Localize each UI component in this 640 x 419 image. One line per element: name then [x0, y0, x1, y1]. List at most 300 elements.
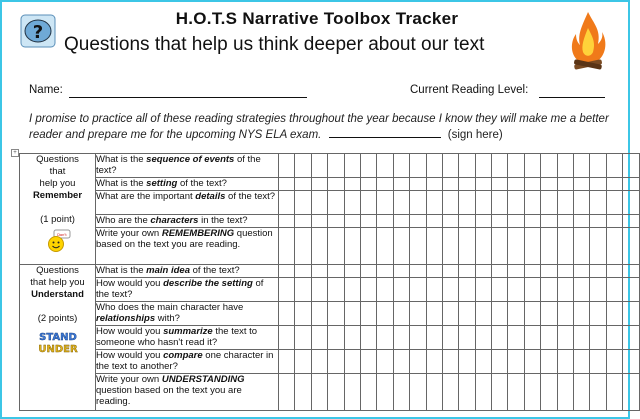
tracker-cell[interactable]	[311, 374, 327, 411]
tracker-cell[interactable]	[524, 178, 540, 191]
tracker-cell[interactable]	[606, 326, 622, 350]
tracker-cell[interactable]	[410, 326, 426, 350]
tracker-cell[interactable]	[508, 302, 524, 326]
question-keyword: setting	[146, 178, 178, 189]
tracker-cell[interactable]	[295, 154, 311, 178]
question-text	[96, 178, 279, 191]
question-keyword: main idea	[146, 265, 190, 276]
question-row	[20, 302, 640, 326]
tracker-cell[interactable]	[492, 265, 508, 278]
tracker-cell[interactable]	[557, 215, 573, 228]
category-name: Remember	[32, 190, 83, 201]
tracker-cell[interactable]	[590, 178, 606, 191]
question-text	[96, 215, 279, 228]
tracker-cell[interactable]	[442, 350, 458, 374]
question-suffix: with?	[155, 313, 180, 325]
tracker-cell[interactable]	[344, 350, 360, 374]
tracker-cell[interactable]	[377, 154, 393, 178]
tracker-cell[interactable]	[377, 350, 393, 374]
tracker-cell[interactable]	[557, 154, 573, 178]
tracker-cell[interactable]	[606, 278, 622, 302]
tracker-cell[interactable]	[360, 278, 376, 302]
tracker-cell[interactable]	[442, 154, 458, 178]
tracker-cell[interactable]	[557, 191, 573, 215]
question-suffix: of the text?	[177, 178, 227, 189]
question-keyword: UNDERSTANDING	[161, 374, 245, 385]
tracker-cell[interactable]	[377, 265, 393, 278]
tracker-cell[interactable]	[623, 278, 639, 302]
tracker-cell[interactable]	[442, 191, 458, 215]
tracker-cell[interactable]	[410, 228, 426, 265]
tracker-cell[interactable]	[623, 215, 639, 228]
tracker-cell[interactable]	[295, 350, 311, 374]
tracker-cell[interactable]	[360, 374, 376, 411]
tracker-cell[interactable]	[410, 265, 426, 278]
tracker-cell[interactable]	[524, 215, 540, 228]
tracker-cell[interactable]	[442, 278, 458, 302]
tracker-cell[interactable]	[492, 215, 508, 228]
tracker-cell[interactable]	[279, 178, 295, 191]
tracker-cell[interactable]	[344, 326, 360, 350]
tracker-cell[interactable]	[393, 228, 409, 265]
tracker-cell[interactable]	[623, 350, 639, 374]
tracker-cell[interactable]	[524, 154, 540, 178]
tracker-cell[interactable]	[442, 228, 458, 265]
tracker-cell[interactable]	[426, 374, 442, 411]
tracker-cell[interactable]	[508, 265, 524, 278]
tracker-cell[interactable]	[295, 215, 311, 228]
tracker-cell[interactable]	[377, 215, 393, 228]
svg-text:?: ?	[32, 22, 44, 43]
tracker-cell[interactable]	[360, 350, 376, 374]
tracker-cell[interactable]	[279, 350, 295, 374]
tracker-cell[interactable]	[541, 228, 557, 265]
tracker-cell[interactable]	[328, 191, 344, 215]
tracker-cell[interactable]	[557, 265, 573, 278]
tracker-cell[interactable]	[541, 326, 557, 350]
tracker-cell[interactable]	[377, 374, 393, 411]
tracker-cell[interactable]	[541, 350, 557, 374]
tracker-cell[interactable]	[344, 265, 360, 278]
tracker-cell[interactable]	[557, 302, 573, 326]
smiley-reminder-icon	[45, 230, 71, 252]
question-suffix: in the text?	[198, 215, 248, 226]
question-suffix: of the text?	[190, 265, 240, 276]
tracker-cell[interactable]	[459, 278, 475, 302]
tracker-cell[interactable]	[492, 350, 508, 374]
tracker-cell[interactable]	[475, 374, 491, 411]
tracker-cell[interactable]	[590, 191, 606, 215]
category-cell	[20, 265, 96, 411]
tracker-cell[interactable]	[492, 178, 508, 191]
tracker-cell[interactable]	[557, 228, 573, 265]
tracker-cell[interactable]	[311, 350, 327, 374]
question-suffix: question based on the text you are reading.	[96, 228, 273, 251]
tracker-cell[interactable]	[574, 350, 590, 374]
tracker-cell[interactable]	[426, 228, 442, 265]
tracker-cell[interactable]	[508, 278, 524, 302]
tracker-cell[interactable]	[623, 191, 639, 215]
tracker-cell[interactable]	[459, 191, 475, 215]
tracker-cell[interactable]	[393, 265, 409, 278]
tracker-cell[interactable]	[328, 278, 344, 302]
tracker-cell[interactable]	[442, 215, 458, 228]
tracker-table	[19, 153, 640, 411]
tracker-cell[interactable]	[574, 228, 590, 265]
tracker-cell[interactable]	[492, 374, 508, 411]
tracker-cell[interactable]	[508, 178, 524, 191]
question-prefix: What is the	[96, 178, 147, 189]
tracker-cell[interactable]	[279, 302, 295, 326]
tracker-cell[interactable]	[623, 228, 639, 265]
category-line: Questions	[36, 265, 79, 276]
tracker-cell[interactable]	[426, 178, 442, 191]
tracker-cell[interactable]	[623, 374, 639, 411]
tracker-cell[interactable]	[311, 178, 327, 191]
tracker-cell[interactable]	[279, 265, 295, 278]
tracker-cell[interactable]	[590, 302, 606, 326]
tracker-cell[interactable]	[606, 178, 622, 191]
tracker-cell[interactable]	[295, 191, 311, 215]
tracker-cell[interactable]	[590, 154, 606, 178]
tracker-cell[interactable]	[524, 302, 540, 326]
tracker-cell[interactable]	[475, 191, 491, 215]
tracker-cell[interactable]	[410, 178, 426, 191]
name-label: Name:	[29, 84, 63, 96]
promise-statement	[29, 112, 614, 142]
tracker-cell[interactable]	[524, 265, 540, 278]
signature-line[interactable]	[329, 127, 441, 138]
tracker-cell[interactable]	[344, 302, 360, 326]
tracker-cell[interactable]	[508, 228, 524, 265]
tracker-cell[interactable]	[426, 278, 442, 302]
question-row	[20, 178, 640, 191]
campfire-icon	[568, 10, 608, 74]
tracker-cell[interactable]	[426, 154, 442, 178]
tracker-cell[interactable]	[623, 326, 639, 350]
tracker-cell[interactable]	[393, 191, 409, 215]
question-keyword: sequence of events	[146, 154, 235, 165]
question-text	[96, 191, 279, 215]
tracker-cell[interactable]	[574, 326, 590, 350]
tracker-cell[interactable]	[606, 350, 622, 374]
category-line: Questions	[36, 154, 79, 165]
tracker-cell[interactable]	[442, 374, 458, 411]
tracker-cell[interactable]	[524, 374, 540, 411]
name-field[interactable]	[69, 97, 307, 98]
tracker-cell[interactable]	[475, 265, 491, 278]
tracker-cell[interactable]	[492, 154, 508, 178]
question-prefix: How would you	[96, 278, 164, 289]
tracker-cell[interactable]	[311, 191, 327, 215]
tracker-cell[interactable]	[393, 278, 409, 302]
tracker-cell[interactable]	[606, 374, 622, 411]
tracker-cell[interactable]	[492, 278, 508, 302]
tracker-cell[interactable]	[574, 215, 590, 228]
tracker-cell[interactable]	[360, 191, 376, 215]
tracker-cell[interactable]	[360, 215, 376, 228]
tracker-cell[interactable]	[410, 215, 426, 228]
tracker-cell[interactable]	[590, 265, 606, 278]
tracker-cell[interactable]	[557, 350, 573, 374]
tracker-cell[interactable]	[508, 154, 524, 178]
question-prefix: What are the important	[96, 191, 196, 202]
tracker-cell[interactable]	[328, 215, 344, 228]
question-row	[20, 278, 640, 302]
tracker-cell[interactable]	[459, 228, 475, 265]
tracker-cell[interactable]	[328, 154, 344, 178]
tracker-cell[interactable]	[606, 302, 622, 326]
tracker-cell[interactable]	[311, 326, 327, 350]
tracker-cell[interactable]	[590, 350, 606, 374]
tracker-cell[interactable]	[492, 326, 508, 350]
tracker-cell[interactable]	[557, 326, 573, 350]
question-keyword: REMEMBERING	[161, 228, 235, 239]
tracker-cell[interactable]	[295, 302, 311, 326]
tracker-cell[interactable]	[279, 215, 295, 228]
tracker-cell[interactable]	[426, 302, 442, 326]
tracker-cell[interactable]	[459, 265, 475, 278]
tracker-cell[interactable]	[541, 265, 557, 278]
tracker-cell[interactable]	[475, 228, 491, 265]
tracker-cell[interactable]	[295, 228, 311, 265]
tracker-cell[interactable]	[442, 326, 458, 350]
category-name: Understand	[31, 289, 84, 300]
tracker-cell[interactable]	[311, 154, 327, 178]
tracker-cell[interactable]	[606, 265, 622, 278]
tracker-cell[interactable]	[508, 215, 524, 228]
tracker-cell[interactable]	[328, 228, 344, 265]
tracker-cell[interactable]	[410, 302, 426, 326]
tracker-cell[interactable]	[524, 191, 540, 215]
tracker-cell[interactable]	[328, 350, 344, 374]
tracker-cell[interactable]	[623, 154, 639, 178]
tracker-cell[interactable]	[426, 265, 442, 278]
tracker-cell[interactable]	[574, 265, 590, 278]
tracker-cell[interactable]	[606, 191, 622, 215]
tracker-cell[interactable]	[459, 374, 475, 411]
tracker-cell[interactable]	[459, 154, 475, 178]
tracker-cell[interactable]	[574, 302, 590, 326]
tracker-cell[interactable]	[295, 278, 311, 302]
question-prefix: Write your own	[96, 374, 162, 385]
tracker-cell[interactable]	[459, 350, 475, 374]
tracker-cell[interactable]	[475, 215, 491, 228]
tracker-cell[interactable]	[541, 215, 557, 228]
tracker-cell[interactable]	[344, 154, 360, 178]
tracker-cell[interactable]	[360, 228, 376, 265]
tracker-cell[interactable]	[410, 278, 426, 302]
tracker-cell[interactable]	[623, 265, 639, 278]
svg-text:UNDER: UNDER	[37, 344, 78, 355]
question-keyword: relationships	[96, 313, 156, 325]
tracker-cell[interactable]	[475, 302, 491, 326]
tracker-cell[interactable]	[590, 228, 606, 265]
question-row	[20, 154, 640, 178]
tracker-cell[interactable]	[279, 191, 295, 215]
svg-text:Don't: Don't	[56, 233, 67, 237]
tracker-cell[interactable]	[328, 302, 344, 326]
tracker-cell[interactable]	[475, 278, 491, 302]
tracker-cell[interactable]	[541, 154, 557, 178]
table-move-handle[interactable]: +	[11, 149, 19, 157]
tracker-cell[interactable]	[442, 302, 458, 326]
category-line: that	[49, 166, 66, 177]
tracker-cell[interactable]	[295, 374, 311, 411]
tracker-cell[interactable]	[606, 228, 622, 265]
tracker-cell[interactable]	[590, 326, 606, 350]
tracker-cell[interactable]	[279, 374, 295, 411]
tracker-cell[interactable]	[344, 228, 360, 265]
page-title: H.O.T.S Narrative Toolbox Tracker	[175, 9, 459, 28]
tracker-cell[interactable]	[557, 178, 573, 191]
tracker-cell[interactable]	[492, 228, 508, 265]
tracker-cell[interactable]	[344, 191, 360, 215]
tracker-cell[interactable]	[311, 278, 327, 302]
tracker-cell[interactable]	[377, 302, 393, 326]
tracker-cell[interactable]	[360, 265, 376, 278]
tracker-cell[interactable]	[328, 178, 344, 191]
tracker-cell[interactable]	[377, 191, 393, 215]
tracker-cell[interactable]	[328, 265, 344, 278]
tracker-cell[interactable]	[442, 265, 458, 278]
tracker-cell[interactable]	[279, 278, 295, 302]
promise-text: I promise to practice all of these reading strategies throughout the year because I know they will make me a better reader and prepare me for the upcoming NYS ELA exam.	[29, 113, 609, 141]
tracker-cell[interactable]	[311, 228, 327, 265]
tracker-cell[interactable]	[459, 215, 475, 228]
tracker-cell[interactable]	[344, 215, 360, 228]
tracker-cell[interactable]	[541, 302, 557, 326]
tracker-cell[interactable]	[541, 374, 557, 411]
tracker-cell[interactable]	[311, 265, 327, 278]
tracker-cell[interactable]	[360, 154, 376, 178]
tracker-cell[interactable]	[508, 191, 524, 215]
tracker-cell[interactable]	[442, 178, 458, 191]
tracker-cell[interactable]	[311, 302, 327, 326]
question-prefix: Who does the main character have	[96, 302, 244, 313]
question-prefix: Who are the	[96, 215, 151, 226]
tracker-cell[interactable]	[393, 215, 409, 228]
tracker-cell[interactable]	[492, 302, 508, 326]
tracker-cell[interactable]	[524, 278, 540, 302]
tracker-cell[interactable]	[475, 154, 491, 178]
tracker-cell[interactable]	[508, 350, 524, 374]
tracker-cell[interactable]	[475, 326, 491, 350]
tracker-cell[interactable]	[377, 178, 393, 191]
tracker-cell[interactable]	[426, 191, 442, 215]
tracker-cell[interactable]	[328, 326, 344, 350]
tracker-cell[interactable]	[279, 228, 295, 265]
question-keyword: describe the setting	[163, 278, 253, 289]
tracker-cell[interactable]	[393, 350, 409, 374]
tracker-cell[interactable]	[524, 228, 540, 265]
tracker-cell[interactable]	[524, 326, 540, 350]
tracker-cell[interactable]	[459, 326, 475, 350]
tracker-cell[interactable]	[557, 278, 573, 302]
question-prefix: How would you	[96, 326, 164, 337]
tracker-cell[interactable]	[574, 178, 590, 191]
tracker-cell[interactable]	[279, 326, 295, 350]
tracker-cell[interactable]	[623, 178, 639, 191]
tracker-cell[interactable]	[524, 350, 540, 374]
tracker-cell[interactable]	[377, 278, 393, 302]
tracker-cell[interactable]	[393, 154, 409, 178]
question-text	[96, 374, 279, 411]
question-text	[96, 265, 279, 278]
tracker-cell[interactable]	[410, 374, 426, 411]
tracker-cell[interactable]	[410, 154, 426, 178]
tracker-cell[interactable]	[344, 178, 360, 191]
tracker-cell[interactable]	[508, 326, 524, 350]
question-row	[20, 265, 640, 278]
tracker-cell[interactable]	[623, 302, 639, 326]
tracker-cell[interactable]	[590, 278, 606, 302]
tracker-cell[interactable]	[557, 374, 573, 411]
tracker-cell[interactable]	[360, 302, 376, 326]
tracker-cell[interactable]	[541, 178, 557, 191]
question-keyword: characters	[150, 215, 199, 226]
tracker-cell[interactable]	[606, 154, 622, 178]
question-text	[96, 326, 279, 350]
tracker-cell[interactable]	[541, 191, 557, 215]
tracker-cell[interactable]	[393, 178, 409, 191]
tracker-cell[interactable]	[377, 326, 393, 350]
tracker-cell[interactable]	[606, 215, 622, 228]
tracker-cell[interactable]	[426, 326, 442, 350]
tracker-cell[interactable]	[459, 302, 475, 326]
tracker-cell[interactable]	[344, 374, 360, 411]
tracker-cell[interactable]	[459, 178, 475, 191]
question-suffix: question based on the text you are reading.	[96, 385, 242, 408]
category-cell	[20, 154, 96, 265]
tracker-cell[interactable]	[590, 215, 606, 228]
tracker-cell[interactable]	[574, 278, 590, 302]
tracker-cell[interactable]	[410, 191, 426, 215]
tracker-cell[interactable]	[360, 326, 376, 350]
tracker-cell[interactable]	[279, 154, 295, 178]
question-suffix: of the text?	[225, 191, 276, 202]
svg-text:STAND: STAND	[38, 332, 77, 343]
tracker-cell[interactable]	[410, 350, 426, 374]
tracker-cell[interactable]	[574, 191, 590, 215]
tracker-cell[interactable]	[393, 374, 409, 411]
tracker-cell[interactable]	[344, 278, 360, 302]
tracker-cell[interactable]	[311, 215, 327, 228]
tracker-cell[interactable]	[492, 191, 508, 215]
tracker-cell[interactable]	[508, 374, 524, 411]
reading-level-field[interactable]	[539, 97, 605, 98]
tracker-cell[interactable]	[295, 326, 311, 350]
question-prefix: Write your own	[96, 228, 162, 239]
tracker-cell[interactable]	[360, 178, 376, 191]
tracker-cell[interactable]	[295, 265, 311, 278]
question-suffix: the text to someone who hasn't read it?	[96, 326, 258, 349]
tracker-cell[interactable]	[475, 178, 491, 191]
tracker-cell[interactable]	[574, 154, 590, 178]
tracker-cell[interactable]	[328, 374, 344, 411]
reading-level-label: Current Reading Level:	[410, 84, 529, 96]
tracker-cell[interactable]	[393, 326, 409, 350]
tracker-cell[interactable]	[574, 374, 590, 411]
tracker-cell[interactable]	[426, 215, 442, 228]
tracker-cell[interactable]	[295, 178, 311, 191]
tracker-cell[interactable]	[426, 350, 442, 374]
tracker-cell[interactable]	[541, 278, 557, 302]
tracker-cell[interactable]	[393, 302, 409, 326]
tracker-cell[interactable]	[377, 228, 393, 265]
tracker-cell[interactable]	[475, 350, 491, 374]
tracker-cell[interactable]	[590, 374, 606, 411]
